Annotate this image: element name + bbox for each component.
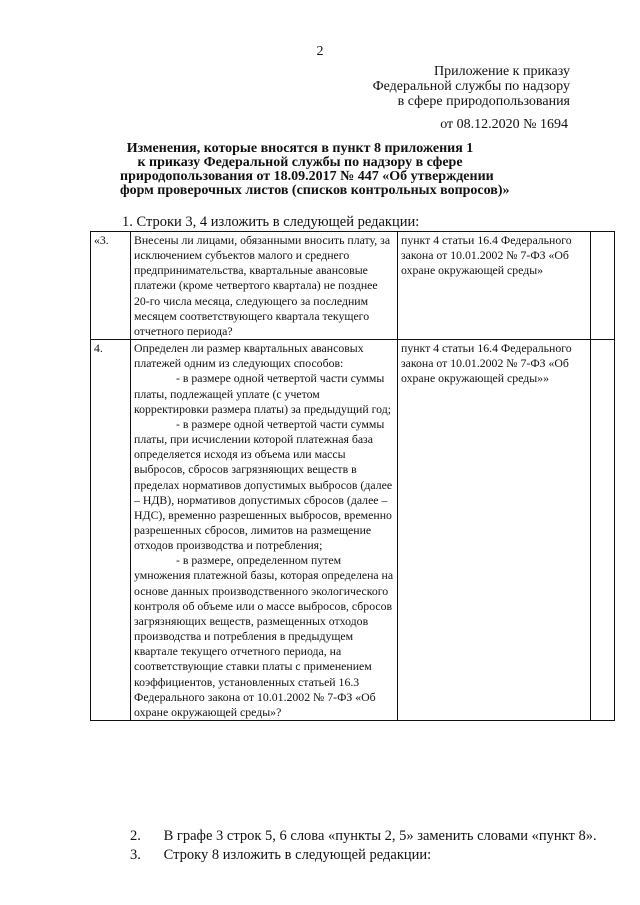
appendix-header [270,64,570,109]
title-line: Изменения, которые вносятся в пункт 8 приложения 1 [126,141,474,156]
item-number: 3. [130,847,141,863]
question-option: - в размере, определенном путем умножения платежной базы, которая определена на основе данных производственного экологического контроля об объеме или о массе выбросов, сбросов загрязняющих веществ, размещенных отходов производства и потребления в предыдущем квартале текущего отчетного периода, на соответствующие ставки платы с применением коэффициентов, установленных статьей 16.3 Федерального закона от 10.01.2002 № 7-ФЗ «Об охране окружающей среды»? [134,553,394,719]
row-number: «3. [91,232,131,340]
list-item-1 [122,214,419,231]
page-number: 2 [316,44,324,59]
legal-reference-cell: пункт 4 статьи 16.4 Федерального закона от 10.01.2002 № 7-ФЗ «Об охране окружающей среды»» [398,340,591,721]
list-item-2 [130,828,597,845]
title-line: природопользования от 18.09.2017 № 447 «Об утверждении [120,169,494,184]
empty-cell [591,232,615,340]
requirements-table [90,231,615,721]
legal-reference-cell: пункт 4 статьи 16.4 Федерального закона от 10.01.2002 № 7-ФЗ «Об охране окружающей среды» [398,232,591,340]
item-text: В графе 3 строк 5, 6 слова «пункты 2, 5» заменить словами «пункт 8». [163,828,597,844]
order-date-number: от 08.12.2020 № 1694 [440,117,568,132]
appendix-line: Федеральной службы по надзору [372,79,570,94]
question-option: - в размере одной четвертой части суммы платы, при исчислении которой платежная база определяется исходя из объема или массы выбросов, сбросов загрязняющих веществ в пределах нормативов допустимых выбросов (далее – НДВ), нормативов допустимых сбросов (далее – НДС), временно разрешенных выбросов, временно разрешенных сбросов, лимитов на размещение отходов производства и потребления; [134,416,393,553]
question-intro: Определен ли размер квартальных авансовых платежей одним из следующих способов: [134,341,364,371]
appendix-line: Приложение к приказу [434,64,570,79]
item-number: 1. [122,214,133,230]
row-number: 4. [91,340,131,721]
question-cell: Внесены ли лицами, обязанными вносить плату, за исключением субъектов малого и среднего предпринимательства, квартальные авансовые платежи (кроме четвертого квартала) не позднее 20-го числа месяца, следующего за последним месяцем соответствующего квартала текущего отчетного периода? [131,232,398,340]
question-option: - в размере одной четвертой части суммы платы, подлежащей уплате (с учетом корректировки размера платы) за предыдущий год; [134,371,391,416]
item-text: Строку 8 изложить в следующей редакции: [163,847,432,863]
document-title [120,141,510,198]
appendix-line: в сфере природопользования [397,94,570,109]
list-item-3 [130,847,431,864]
table-row [91,232,615,340]
title-line: к приказу Федеральной службы по надзору в сфере [137,155,463,170]
title-line: форм проверочных листов (списков контрольных вопросов)» [120,183,510,198]
table-row [91,340,615,721]
question-cell [131,340,398,721]
item-number: 2. [130,828,141,844]
item-text: Строки 3, 4 изложить в следующей редакции: [136,214,420,230]
empty-cell [591,340,615,721]
